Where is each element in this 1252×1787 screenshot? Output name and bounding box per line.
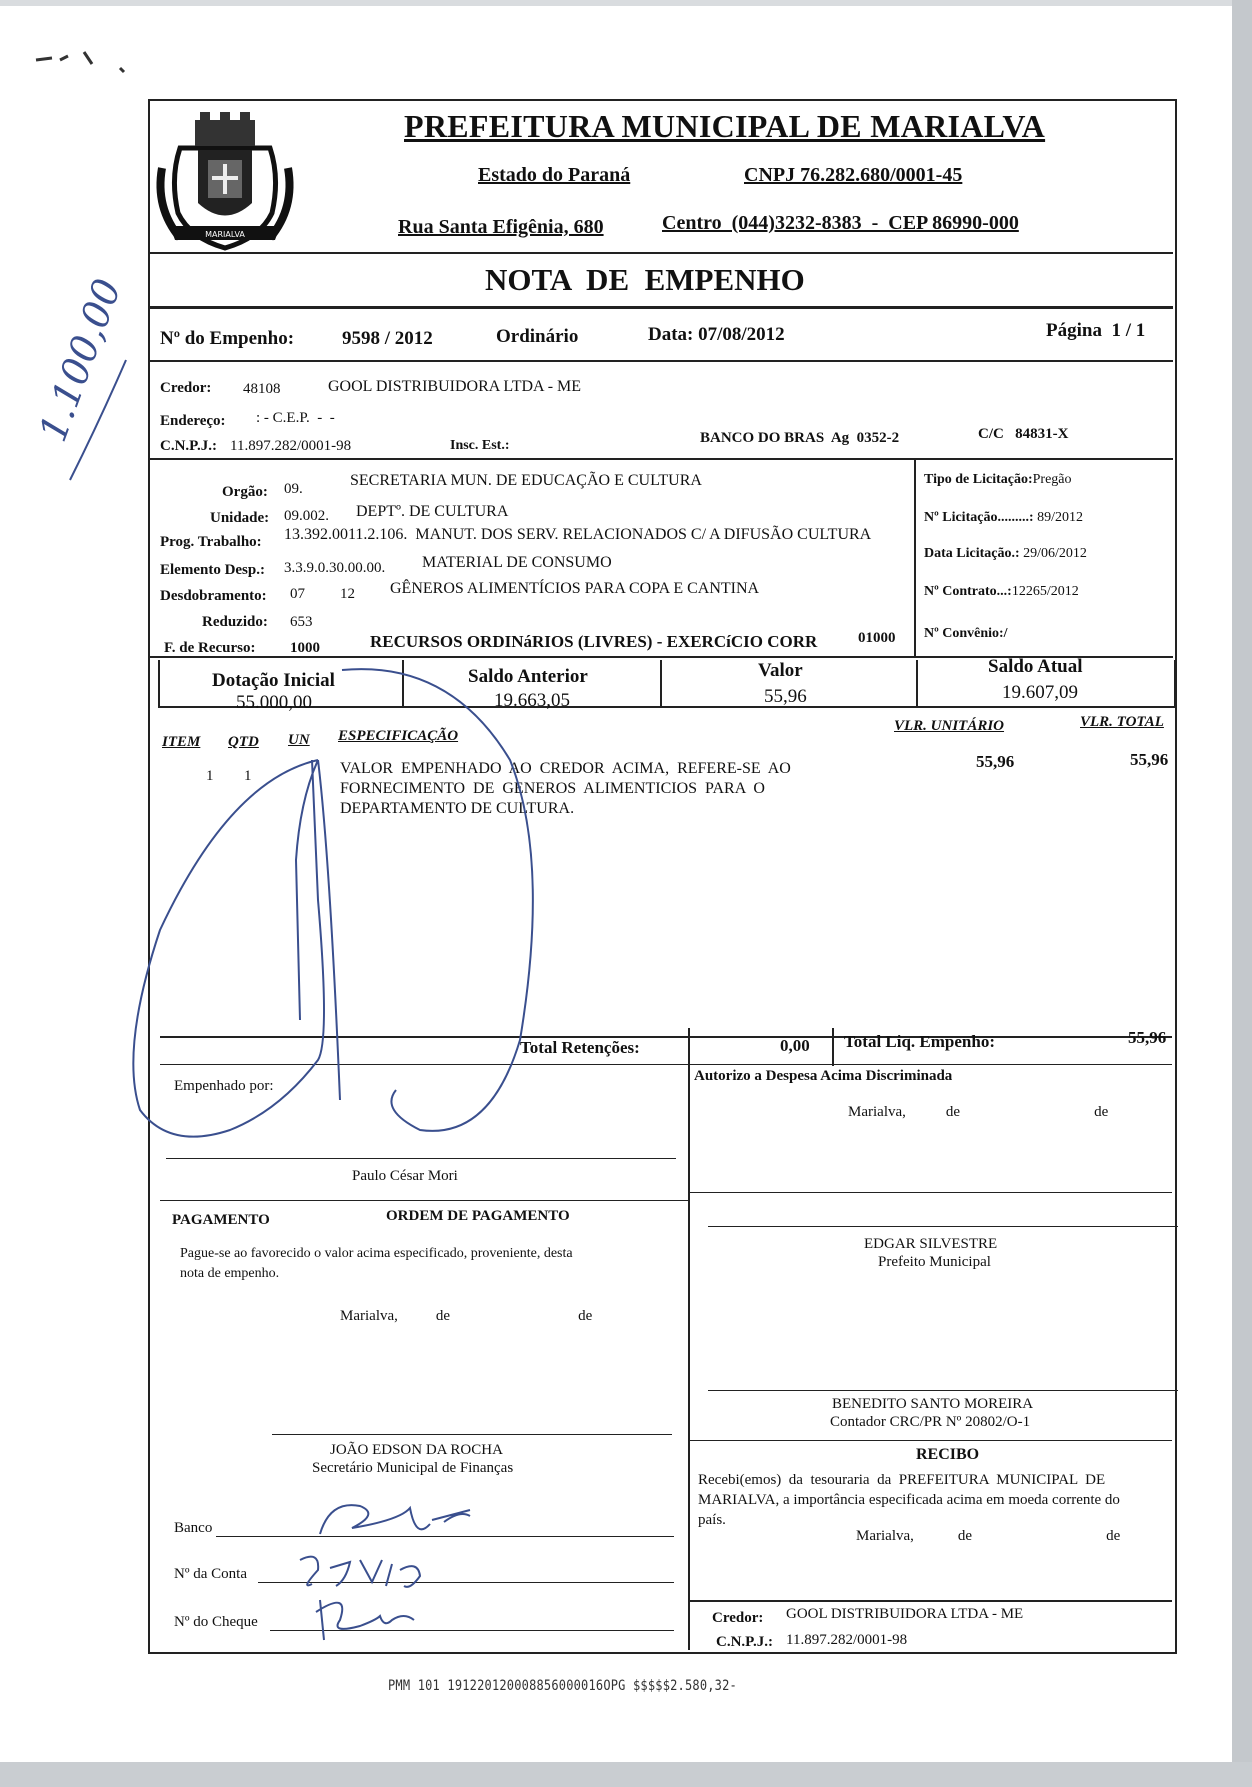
unidade-code: 09.002. [284,508,329,524]
valor-label: Valor [758,660,803,681]
banco-signature [320,1505,470,1534]
data-licitacao-value: 29/06/2012 [1023,546,1087,561]
elemento-code: 3.3.9.0.30.00.00. [284,560,386,576]
saldo-anterior-label: Saldo Anterior [468,666,588,687]
liquido-label: Total Liq. Empenho: [844,1032,995,1051]
elemento-label: Elemento Desp.: [160,562,265,578]
handwritten-amount-text: 1.100,00 [30,273,130,448]
orgao-value: SECRETARIA MUN. DE EDUCAÇÃO E CULTURA [350,472,702,489]
cheque-signature [316,1600,414,1640]
contador-role: Contador CRC/PR Nº 20802/O-1 [830,1414,1031,1430]
tipo-licitacao-value: Pregão [1032,472,1072,487]
retencoes-label: Total Retenções: [520,1038,640,1057]
empenho-number: 9598 / 2012 [342,328,433,349]
empenho-type: Ordinário [496,326,579,347]
recibo-credor-value: GOOL DISTRIBUIDORA LTDA - ME [786,1606,1024,1622]
orgao-code: 09. [284,481,303,497]
contrato-value: 12265/2012 [1011,584,1079,599]
recurso-code: 1000 [290,640,320,656]
prog-trabalho-value: 13.392.0011.2.106. MANUT. DOS SERV. RELACIONADOS C/ A DIFUSÃO CULTURA [284,526,872,543]
margin-stroke [70,360,126,480]
saldo-atual-value: 19.607,09 [1002,682,1078,703]
prefeito-role: Prefeito Municipal [878,1254,991,1270]
elemento-value: MATERIAL DE CONSUMO [422,554,612,571]
reduzido-value: 653 [290,614,313,630]
item-spec-line-2: FORNECIMENTO DE GENEROS ALIMENTICIOS PARA O [340,780,765,797]
credor-name: GOOL DISTRIBUIDORA LTDA - ME [328,378,582,395]
recurso-label: F. de Recurso: [164,640,256,656]
valor-value: 55,96 [764,686,807,707]
conta-signature [300,1557,420,1587]
item-spec-line-3: DEPARTAMENTO DE CULTURA. [340,800,575,817]
empenho-date: Data: 07/08/2012 [648,324,785,345]
autorizo-label: Autorizo a Despesa Acima Discriminada [694,1068,953,1084]
unidade-value: DEPTº. DE CULTURA [356,503,509,520]
convenio-label: Nº Convênio:/ [924,626,1008,641]
recibo-place-text: Marialva, [856,1528,914,1544]
header-address: Rua Santa Efigênia, 680 [398,216,604,238]
recibo-cnpj-value: 11.897.282/0001-98 [786,1632,908,1648]
recurso-number: 01000 [858,630,896,646]
desdobramento-label: Desdobramento: [160,588,267,604]
conta-label: Nº da Conta [174,1566,247,1582]
address-value: : - C.E.P. - - [256,410,335,426]
tipo-licitacao-label-text: Tipo de Licitação: [924,472,1033,487]
cheque-label: Nº do Cheque [174,1614,258,1630]
large-initial-stroke [133,669,533,1137]
item-qtd: 1 [244,768,252,784]
item-total-value: 55,96 [1130,750,1169,769]
recibo-credor-label: Credor: [712,1610,764,1626]
desdobramento-value: GÊNEROS ALIMENTÍCIOS PARA COPA E CANTINA [390,580,760,597]
ordem-pagamento-label: ORDEM DE PAGAMENTO [386,1208,570,1224]
unidade-label: Unidade: [210,510,270,526]
credor-code: 48108 [243,381,281,397]
address-label: Endereço: [160,413,226,429]
saldo-atual-label: Saldo Atual [988,656,1083,677]
num-licitacao-value: 89/2012 [1037,510,1083,525]
cnpj-value: 11.897.282/0001-98 [230,438,352,454]
svg-text:MARIALVA: MARIALVA [205,230,245,239]
recibo-text-3: país. [698,1512,726,1528]
prog-trabalho-label: Prog. Trabalho: [160,534,262,550]
pagamento-text-1: Pague-se ao favorecido o valor acima especificado, proveniente, desta [180,1246,573,1261]
autorizo-de-1: de [945,1104,961,1120]
col-item-header: ITEM [162,734,201,750]
autorizo-de-2: de [1094,1104,1109,1120]
credor-label: Credor: [160,380,212,396]
liquido-value: 55,96 [1128,1028,1167,1047]
header-contact: Centro (044)3232-8383 - CEP 86990-000 [662,212,1019,234]
header-cnpj: CNPJ 76.282.680/0001-45 [744,164,963,186]
insc-est-label: Insc. Est.: [450,438,510,453]
account-info: C/C 84831-X [978,426,1069,442]
page-number: Página 1 / 1 [1046,320,1146,341]
desdobramento-b: 12 [340,586,355,602]
item-spec-line-1: VALOR EMPENHADO AO CREDOR ACIMA, REFERE-SE AO [340,760,791,777]
recibo-de-1: de [957,1528,973,1544]
secretario-role: Secretário Municipal de Finanças [312,1460,514,1476]
orgao-label: Orgão: [222,484,268,500]
cnpj-label: C.N.P.J.: [160,438,217,454]
num-licitacao-label: Nº Licitação.........: [924,510,1034,525]
header-title: PREFEITURA MUNICIPAL DE MARIALVA [404,108,1046,144]
pagamento-place-text: Marialva, [340,1308,398,1324]
pagamento-de-2: de [578,1308,593,1324]
recibo-title: RECIBO [916,1446,980,1463]
banco-label: Banco [174,1520,213,1536]
col-spec-header: ESPECIFICAÇÃO [338,728,459,744]
pagamento-de-1: de [435,1308,451,1324]
document-title: NOTA DE EMPENHO [485,262,805,297]
item-unit-value: 55,96 [976,752,1015,771]
recibo-de-2: de [1106,1528,1121,1544]
empenho-label: Nº do Empenho: [160,328,295,349]
empenhado-name: Paulo César Mori [352,1168,458,1184]
dotacao-label: Dotação Inicial [212,670,335,691]
pagamento-label: PAGAMENTO [172,1212,270,1228]
empenhado-label: Empenhado por: [174,1078,274,1094]
item-number: 1 [206,768,214,784]
contador-name: BENEDITO SANTO MOREIRA [832,1396,1034,1412]
contrato-label: Nº Contrato...: [924,584,1012,599]
top-left-scribble [36,52,124,72]
col-total-header: VLR. TOTAL [1080,714,1164,730]
col-un-header: UN [288,732,310,748]
reduzido-label: Reduzido: [202,614,268,630]
col-unit-header: VLR. UNITÁRIO [894,718,1005,734]
autorizo-place-text: Marialva, [848,1104,906,1120]
recibo-text-2: MARIALVA, a importância especificada acima em moeda corrente do [698,1492,1120,1508]
retencoes-value: 0,00 [780,1036,810,1055]
recibo-text-1: Recebi(emos) da tesouraria da PREFEITURA MUNICIPAL DE [698,1472,1106,1488]
data-licitacao-label: Data Licitação.: [924,546,1020,561]
col-qtd-header: QTD [228,734,259,750]
recibo-cnpj-label: C.N.P.J.: [716,1634,773,1650]
secretario-name: JOÃO EDSON DA ROCHA [330,1442,503,1458]
dotacao-value: 55.000,00 [236,692,312,713]
footer-code: PMM 101 191220120008856000016OPG $$$$$2.580,32- [388,1676,737,1694]
prefeito-name: EDGAR SILVESTRE [864,1236,998,1252]
saldo-anterior-value: 19.663,05 [494,690,570,711]
recurso-value: RECURSOS ORDINáRIOS (LIVRES) - EXERCíCIO CORR [370,632,818,651]
bank-info: BANCO DO BRAS Ag 0352-2 [700,430,900,446]
pagamento-text-2: nota de empenho. [180,1266,280,1281]
desdobramento-a: 07 [290,586,305,602]
header-state: Estado do Paraná [478,164,631,186]
